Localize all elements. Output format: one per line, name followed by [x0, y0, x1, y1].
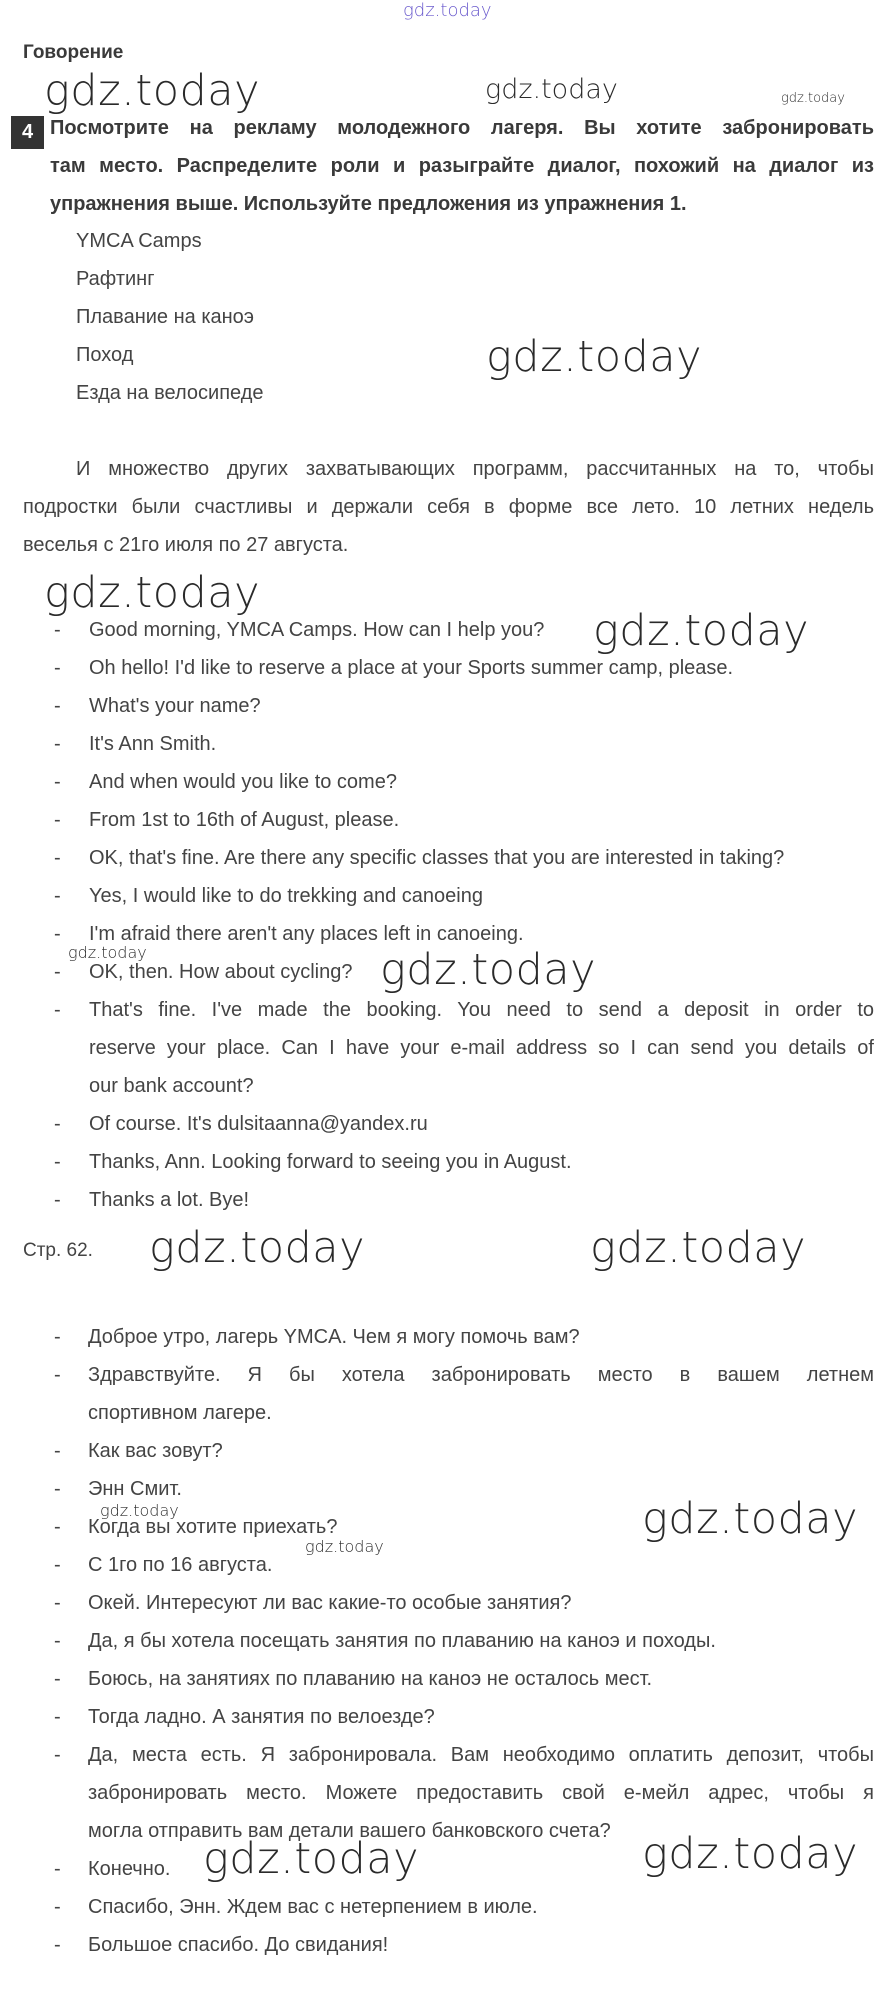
dash-bullet: -	[54, 1668, 61, 1690]
dialogue-line: Тогда ладно. А занятия по велоезде?	[88, 1706, 435, 1728]
dialogue-line: Good morning, YMCA Camps. How can I help you?	[89, 619, 545, 641]
dash-bullet: -	[54, 1189, 61, 1211]
dialogue-line: Of course. It's dulsitaanna@yandex.ru	[89, 1113, 428, 1135]
dash-bullet: -	[54, 619, 61, 641]
dash-bullet: -	[54, 1326, 61, 1348]
dialogue-line: OK, then. How about cycling?	[89, 961, 353, 983]
ad-paragraph-line: подростки были счастливы и держали себя в форме все лето. 10 летних недель	[23, 496, 874, 518]
dialogue-line: могла отправить вам детали вашего банковского счета?	[88, 1820, 611, 1842]
watermark: gdz.today	[68, 943, 147, 962]
ad-item: Поход	[76, 344, 134, 366]
watermark: gdz.today	[403, 0, 492, 21]
dialogue-line: Окей. Интересуют ли вас какие-то особые занятия?	[88, 1592, 572, 1614]
watermark: gdz.today	[149, 1223, 366, 1273]
watermark: gdz.today	[305, 1537, 384, 1556]
dash-bullet: -	[54, 1630, 61, 1652]
ad-item: Плавание на каноэ	[76, 306, 254, 328]
watermark: gdz.today	[100, 1501, 179, 1520]
dialogue-line: That's fine. I've made the booking. You need to send a deposit in order to	[89, 999, 874, 1021]
ad-item: Рафтинг	[76, 268, 155, 290]
dash-bullet: -	[54, 1934, 61, 1956]
dash-bullet: -	[54, 885, 61, 907]
dialogue-line: our bank account?	[89, 1075, 254, 1097]
dash-bullet: -	[54, 809, 61, 831]
watermark: gdz.today	[203, 1834, 420, 1884]
ad-item: YMCA Camps	[76, 230, 202, 252]
task-instruction-line: Посмотрите на рекламу молодежного лагеря. Вы хотите забронировать	[50, 117, 874, 139]
dialogue-line: Конечно.	[88, 1858, 171, 1880]
dialogue-line: забронировать место. Можете предоставить свой е-мейл адрес, чтобы я	[88, 1782, 874, 1804]
dash-bullet: -	[54, 1706, 61, 1728]
dialogue-line: спортивном лагере.	[88, 1402, 272, 1424]
dash-bullet: -	[54, 1744, 61, 1766]
watermark: gdz.today	[486, 332, 703, 382]
dialogue-line: reserve your place. Can I have your e-mail address so I can send you details of	[89, 1037, 874, 1059]
ad-paragraph-line: И множество других захватывающих программ, рассчитанных на то, чтобы	[76, 458, 874, 480]
dialogue-line: Yes, I would like to do trekking and canoeing	[89, 885, 483, 907]
dash-bullet: -	[54, 1592, 61, 1614]
dialogue-line: Когда вы хотите приехать?	[88, 1516, 338, 1538]
dialogue-line: С 1го по 16 августа.	[88, 1554, 273, 1576]
watermark: gdz.today	[44, 66, 261, 116]
dash-bullet: -	[54, 1151, 61, 1173]
watermark: gdz.today	[590, 1223, 807, 1273]
dash-bullet: -	[54, 999, 61, 1021]
dash-bullet: -	[54, 1113, 61, 1135]
dialogue-line: Thanks, Ann. Looking forward to seeing you in August.	[89, 1151, 572, 1173]
watermark: gdz.today	[593, 606, 810, 656]
dash-bullet: -	[54, 1478, 61, 1500]
dialogue-line: Как вас зовут?	[88, 1440, 223, 1462]
page-reference: Стр. 62.	[23, 1240, 93, 1261]
dialogue-line: Энн Смит.	[88, 1478, 182, 1500]
dialogue-line: And when would you like to come?	[89, 771, 397, 793]
dialogue-line: It's Ann Smith.	[89, 733, 217, 755]
dialogue-line: From 1st to 16th of August, please.	[89, 809, 400, 831]
dialogue-line: Доброе утро, лагерь YMCA. Чем я могу помочь вам?	[88, 1326, 580, 1348]
dash-bullet: -	[54, 695, 61, 717]
dash-bullet: -	[54, 1516, 61, 1538]
dash-bullet: -	[54, 1440, 61, 1462]
task-instruction-line: упражнения выше. Используйте предложения из упражнения 1.	[50, 193, 687, 215]
watermark: gdz.today	[642, 1494, 859, 1544]
dash-bullet: -	[54, 771, 61, 793]
dash-bullet: -	[54, 961, 61, 983]
dialogue-line: OK, that's fine. Are there any specific classes that you are interested in taking?	[89, 847, 785, 869]
dialogue-line: Да, места есть. Я забронировала. Вам необходимо оплатить депозит, чтобы	[88, 1744, 874, 1766]
dash-bullet: -	[54, 1364, 61, 1386]
dialogue-line: Здравствуйте. Я бы хотела забронировать место в вашем летнем	[88, 1364, 874, 1386]
watermark: gdz.today	[44, 568, 261, 618]
dialogue-line: Oh hello! I'd like to reserve a place at your Sports summer camp, please.	[89, 657, 734, 679]
dash-bullet: -	[54, 1858, 61, 1880]
dash-bullet: -	[54, 1554, 61, 1576]
watermark: gdz.today	[380, 945, 597, 995]
dialogue-line: Большое спасибо. До свидания!	[88, 1934, 389, 1956]
dialogue-line: What's your name?	[89, 695, 261, 717]
dialogue-line: Да, я бы хотела посещать занятия по плаванию на каноэ и походы.	[88, 1630, 716, 1652]
dialogue-line: Thanks a lot. Bye!	[89, 1189, 250, 1211]
dash-bullet: -	[54, 657, 61, 679]
dash-bullet: -	[54, 733, 61, 755]
task-instruction-line: там место. Распределите роли и разыграйте диалог, похожий на диалог из	[50, 155, 874, 177]
watermark: gdz.today	[642, 1829, 859, 1879]
dialogue-line: Боюсь, на занятиях по плаванию на каноэ не осталось мест.	[88, 1668, 653, 1690]
dash-bullet: -	[54, 923, 61, 945]
ad-paragraph-line: веселья с 21го июля по 27 августа.	[23, 534, 349, 556]
watermark: gdz.today	[781, 91, 845, 106]
ad-item: Езда на велосипеде	[76, 382, 264, 404]
dash-bullet: -	[54, 847, 61, 869]
watermark: gdz.today	[485, 74, 618, 105]
section-title: Говорение	[23, 42, 124, 63]
dialogue-line: Спасибо, Энн. Ждем вас с нетерпением в июле.	[88, 1896, 538, 1918]
dash-bullet: -	[54, 1896, 61, 1918]
dialogue-line: I'm afraid there aren't any places left in canoeing.	[89, 923, 524, 945]
task-number-badge: 4	[11, 116, 44, 149]
